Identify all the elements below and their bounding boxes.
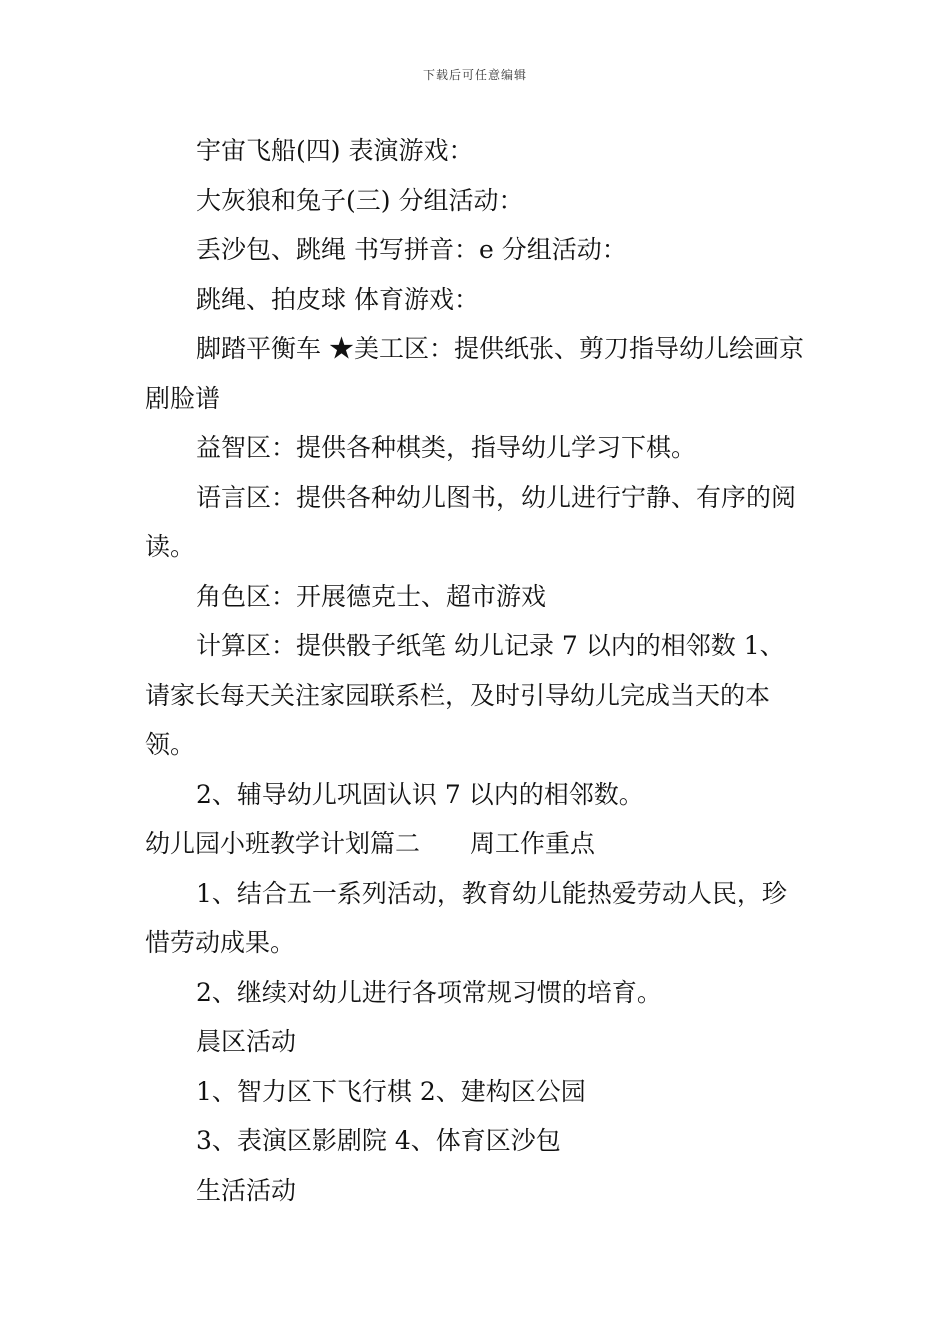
paragraph: 生活活动 [196,1175,297,1205]
section-title: 幼儿园小班教学计划篇二 [145,829,421,858]
paragraph: 语言区：提供各种幼儿图书，幼儿进行宁静、有序的阅读。 [145,482,797,561]
paragraph: 2、辅导幼儿巩固认识 7 以内的相邻数。 [196,779,644,809]
section-heading [145,819,807,869]
paragraph: 3、表演区影剧院 4、体育区沙包 [196,1126,561,1155]
paragraph: 2、继续对幼儿进行各项常规习惯的培育。 [196,977,662,1007]
paragraph: 宇宙飞船(四) 表演游戏： [196,136,474,165]
page-header: 下载后可任意编辑 [422,68,527,82]
paragraph: 益智区：提供各种棋类，指导幼儿学习下棋。 [196,433,697,462]
paragraph: 晨区活动 [196,1027,297,1056]
paragraph: 跳绳、拍皮球 体育游戏： [196,284,479,314]
paragraph: 大灰狼和兔子(三) 分组活动： [196,185,524,215]
paragraph: 丢沙包、跳绳 书写拼音：e 分组活动： [196,235,627,264]
section-subtitle: 周工作重点 [470,829,596,858]
paragraph: 1、结合五一系列活动，教育幼儿能热爱劳动人民，珍惜劳动成果。 [145,878,787,957]
paragraph: 角色区：开展德克士、超市游戏 [196,581,547,611]
paragraph: 1、智力区下飞行棋 2、建构区公园 [196,1076,586,1106]
paragraph: 计算区：提供骰子纸笔 幼儿记录 7 以内的相邻数 1、请家长每天关注家园联系栏，及时引导幼儿完成当天的本领。 [145,631,785,759]
document-body [145,126,807,1215]
paragraph: 脚踏平衡车 ★美工区：提供纸张、剪刀指导幼儿绘画京剧脸谱 [145,334,804,413]
